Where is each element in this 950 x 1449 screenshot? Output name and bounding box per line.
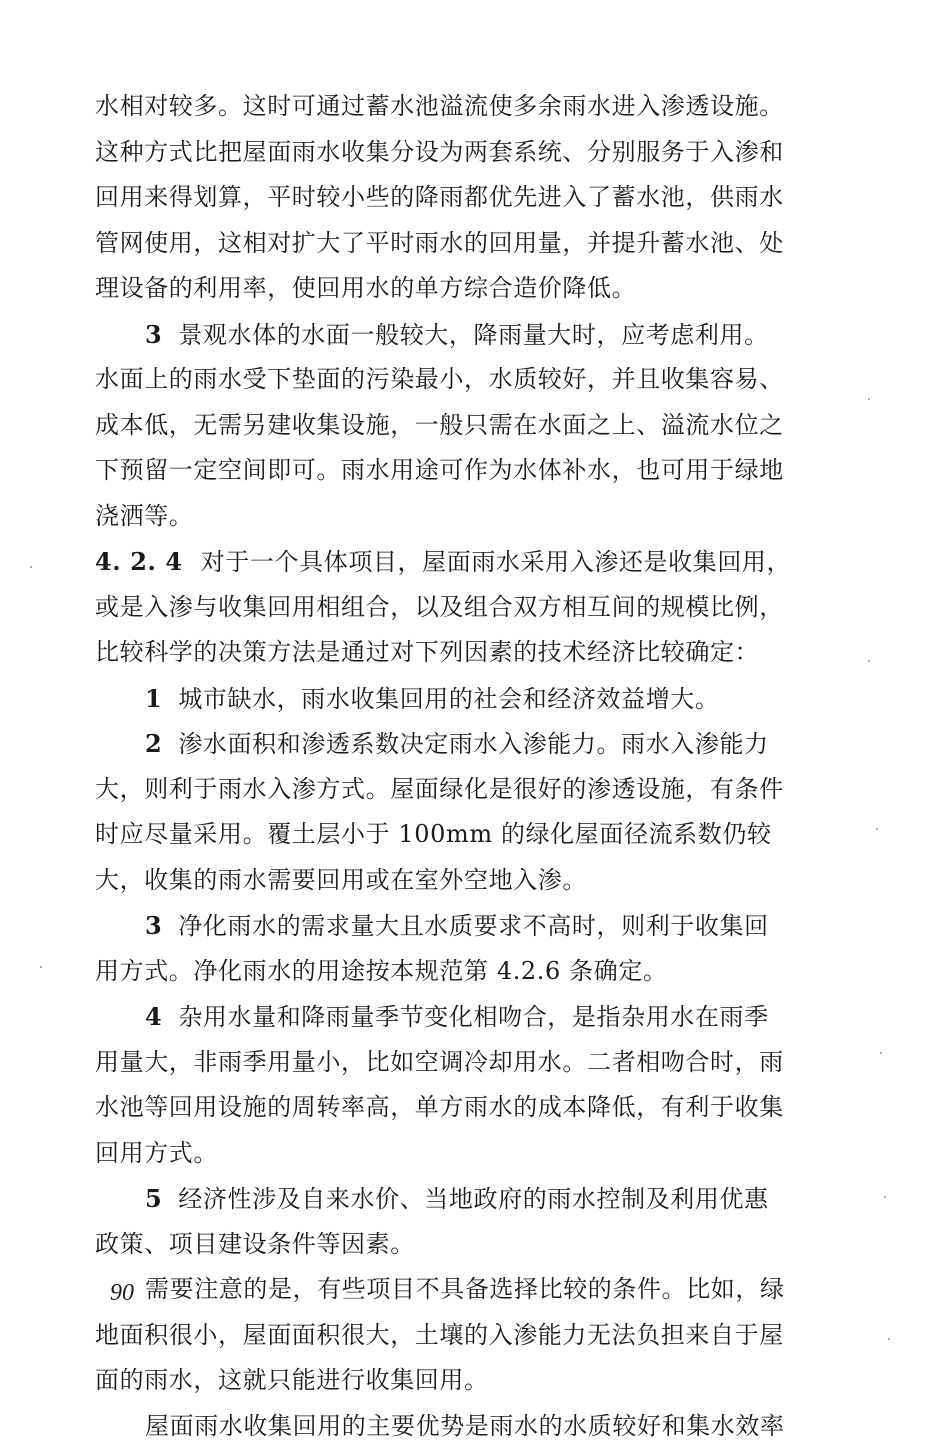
clause-number: 4. 2. 4 xyxy=(95,539,183,585)
item-number: 1 xyxy=(145,676,162,722)
text-line: 净化雨水的需求量大且水质要求不高时，则利于收集回 xyxy=(178,912,768,940)
text-line: 屋面雨水收集回用的主要优势是雨水的水质较好和集水效率 xyxy=(95,1404,830,1449)
text-line: 水相对较多。这时可通过蓄水池溢流使多余雨水进入渗透设施。 xyxy=(95,84,830,130)
text-line: 回用来得划算，平时较小些的降雨都优先进入了蓄水池，供雨水 xyxy=(95,175,830,221)
text-line: 水池等回用设施的周转率高，单方雨水的成本降低，有利于收集 xyxy=(95,1085,830,1131)
text-line: 面的雨水，这就只能进行收集回用。 xyxy=(95,1358,830,1404)
text-line: 渗水面积和渗透系数决定雨水入渗能力。雨水入渗能力 xyxy=(178,730,768,758)
item-5-first-line xyxy=(95,1176,830,1222)
item-number: 2 xyxy=(145,721,162,767)
page-number: 90 xyxy=(110,1280,134,1307)
text-line: 用方式。净化雨水的用途按本规范第 4.2.6 条确定。 xyxy=(95,949,830,995)
item-4-first-line xyxy=(95,994,830,1040)
text-line: 大，收集的雨水需要回用或在室外空地入渗。 xyxy=(95,858,830,904)
text-line: 理设备的利用率，使回用水的单方综合造价降低。 xyxy=(95,266,830,312)
scan-speck xyxy=(880,1052,882,1054)
item-3-first-line xyxy=(95,312,830,358)
text-line: 政策、项目建设条件等因素。 xyxy=(95,1222,830,1268)
text-line: 管网使用，这相对扩大了平时雨水的回用量，并提升蓄水池、处 xyxy=(95,221,830,267)
text-line: 杂用水量和降雨量季节变化相吻合，是指杂用水在雨季 xyxy=(178,1003,768,1031)
text-line: 地面积很小，屋面面积很大，土壤的入渗能力无法负担来自于屋 xyxy=(95,1313,830,1359)
item-number: 3 xyxy=(145,312,162,358)
text-line: 需要注意的是，有些项目不具备选择比较的条件。比如，绿 xyxy=(95,1267,830,1313)
text-line: 这种方式比把屋面雨水收集分设为两套系统、分别服务于入渗和 xyxy=(95,130,830,176)
text-line: 景观水体的水面一般较大，降雨量大时，应考虑利用。 xyxy=(178,321,768,349)
scan-speck xyxy=(30,566,32,568)
item-3-clause-first-line xyxy=(95,903,830,949)
text-line: 浇洒等。 xyxy=(95,494,830,540)
scan-speck xyxy=(876,828,878,830)
item-number: 4 xyxy=(145,994,162,1040)
item-number: 3 xyxy=(145,903,162,949)
scan-speck xyxy=(868,398,870,400)
item-number: 5 xyxy=(145,1176,162,1222)
scan-speck xyxy=(868,660,870,662)
text-line: 时应尽量采用。覆土层小于 100mm 的绿化屋面径流系数仍较 xyxy=(95,812,830,858)
text-line: 下预留一定空间即可。雨水用途可作为水体补水，也可用于绿地 xyxy=(95,448,830,494)
text-line: 回用方式。 xyxy=(95,1131,830,1177)
page-body xyxy=(95,84,830,1449)
text-line: 比较科学的决策方法是通过对下列因素的技术经济比较确定： xyxy=(95,630,830,676)
scan-speck xyxy=(888,1338,890,1340)
item-2-first-line xyxy=(95,721,830,767)
text-line: 成本低，无需另建收集设施，一般只需在水面之上、溢流水位之 xyxy=(95,403,830,449)
text-line: 城市缺水，雨水收集回用的社会和经济效益增大。 xyxy=(178,685,719,713)
text-line: 对于一个具体项目，屋面雨水采用入渗还是收集回用， xyxy=(201,548,791,576)
text-line: 或是入渗与收集回用相组合，以及组合双方相互间的规模比例， xyxy=(95,585,830,631)
text-line: 经济性涉及自来水价、当地政府的雨水控制及利用优惠 xyxy=(178,1185,768,1213)
scan-speck xyxy=(40,966,42,968)
text-line: 水面上的雨水受下垫面的污染最小，水质较好，并且收集容易、 xyxy=(95,357,830,403)
text-line: 用量大，非雨季用量小，比如空调冷却用水。二者相吻合时，雨 xyxy=(95,1040,830,1086)
clause-first-line xyxy=(95,539,830,585)
scan-speck xyxy=(884,1196,886,1198)
text-line: 大，则利于雨水入渗方式。屋面绿化是很好的渗透设施，有条件 xyxy=(95,767,830,813)
item-1-line xyxy=(95,676,830,722)
